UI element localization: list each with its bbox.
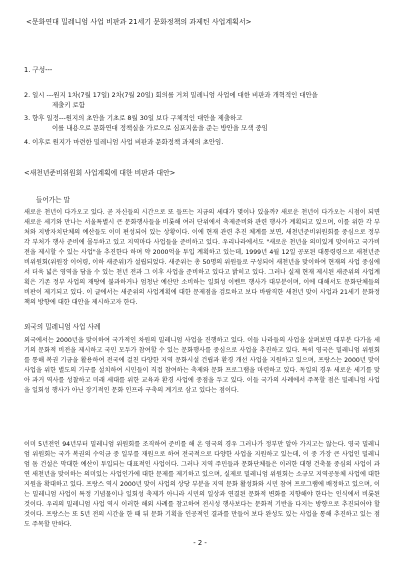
item-draft-note: 4. 이후로 원지가 마련한 밀레니엄 사업 비판과 문화정책 과제의 초안임. bbox=[24, 138, 224, 146]
paragraph-foreign-cases: 외국에서는 2000년을 맞이하여 국가적인 차원의 밀레니엄 사업을 진행하고 있다. 이들 나라들의 사업을 살펴보면 대부분 다가올 세기의 문화적 비전을 제시하고 국민 모두가 참여할 수 있는 문화행사를 중심으로 사업을 추진하고 있다. 특히 영국은 밀레니엄 위원회를 통해 복권 기금을 활용하여 전국에 걸친 다양한 지역 문화시설 건립과 환경 개선 사업을 지원하고 있으며, 프랑스는 2000년 맞이 사업을 위한 별도의 기구를 설치하여 시민들이 직접 참여하는 축제와 문화 프로그램을 마련하고 있다. 독일의 경우 새로운 세기를 맞아 과거 역사를 성찰하고 미래 세대를 위한 교육과 환경 사업에 중점을 두고 있다. 이들 국가의 사례에서 주목할 점은 밀레니엄 사업을 일회성 행사가 아닌 장기적인 문화 인프라 구축의 계기로 삼고 있다는 점이다. bbox=[24, 337, 380, 394]
paragraph-introduction: 새로운 천년이 다가오고 있다. 곧 자신들의 시간으로 또 들뜨는 지금의 세대가 몇이나 있을까? 새로운 천년이 다가오는 시점이 되면 새로운 세기와 만나는 서울특별시 큰 문화행사들을 비롯해 여러 단위에서 축제준비와 관련 행사가 계획되고 있으며, 이를 위한 각 부처와 지방자치단체의 예산들도 이미 편성되어 있는 상황이다. 이에 현재 관련 추진 체계를 보면, 새천년준비위원회를 중심으로 정부 각 부처가 행사 준비에 몰두하고 있고 지역마다 사업들을 준비하고 있다. 우리나라에서도 "새로운 천년을 의미있게 맞이하고 국가비전을 제시할 수 있는 사업"을 추진한다 하며 약 2000억을 투입 계획하고 있는데, 1999년 4월 12일 공포된 대통령령으로 새천년준비위원회(위원장 이어령, 이하 새준위)가 설립되었다. 새준위는 총 50명의 위원들로 구성되어 새천년을 맞이하여 현재의 사업 중심에서 더욱 넓은 영역을 담을 수 있는 천년 전과 그 이후 사업을 준비하고 있다고 밝히고 있다. 그러나 실제 현재 제시된 새준위의 사업계획은 기존 정부 사업의 재탕에 불과하거나 엄청난 예산만 소비하는 일회성 이벤트 행사가 대부분이며, 이에 대해서도 문화단체들의 비판이 제기되고 있다. 이 글에서는 새준위의 사업계획에 대한 문제점을 검토하고 보다 바람직한 새천년 맞이 사업과 21세기 문화정책의 방향에 대한 대안을 제시하고자 한다. bbox=[24, 209, 380, 306]
item-future-plan-continued: 이를 내용으로 문화연대 정책실을 가로으로 심포지움을 준는 방안을 모색 중임 bbox=[52, 124, 268, 132]
item-schedule-continued: 제출키 로함 bbox=[52, 101, 85, 109]
section-composition: 1. 구성--- bbox=[24, 66, 53, 74]
heading-introduction: 들어가는 말 bbox=[36, 196, 70, 204]
document-title: <문화연대 밀레니엄 사업 비판과 21세기 문화정책의 과제틴 사업계획서> bbox=[26, 18, 252, 26]
page-number: - 2 - bbox=[193, 539, 207, 547]
item-schedule: 2. 일시 ---원지 1차(7월 17일) 2차(7월 20일) 회의를 거쳐 밀레니엄 사업에 대한 비판과 개혁적인 대안을 bbox=[24, 91, 318, 99]
heading-foreign-cases: 외국의 밀레니엄 사업 사례 bbox=[24, 323, 101, 331]
item-future-plan: 3. 향후 일정---원지의 초안을 기초로 8월 30일 보다 구체적인 대안을 제출하고 bbox=[24, 114, 243, 122]
subsection-title: <새천년준비위원회 사업계획에 대한 비판과 대안> bbox=[24, 169, 176, 177]
paragraph-uk-case: 이미 5년전인 94년부터 밀레니엄 위원회를 조직하여 준비를 해 온 영국의 경우 그러나가 정부만 알아 가지고는 않는다. 영국 밀레니엄 위원회는 국가 복권의 수익금 중 일부를 재원으로 하여 전국적으로 다양한 사업을 지원하고 있는데, 이 중 가장 큰 사업인 밀레니엄 돔 건설은 막대한 예산이 투입되는 대표적인 사업이다. 그러나 지역 주민들과 문화단체들은 이러한 대형 건축물 중심의 사업이 과연 새천년을 맞이하는 의미있는 사업인가에 대한 문제를 제기하고 있으며, 실제로 밀레니엄 위원회는 소규모 지역공동체 사업에 대한 지원을 확대하고 있다. 프랑스 역시 2000년 맞이 사업의 상당 부분을 지역 문화 활성화와 시민 참여 프로그램에 배정하고 있으며, 이는 밀레니엄 사업이 특정 기념물이나 일회성 축제가 아니라 시민의 일상과 연결된 문화적 변화를 지향해야 한다는 인식에서 비롯된 것이다. 우리의 밀레니엄 사업 역시 이러한 해외 사례를 참고하여 전시성 행사보다는 문화적 기반을 다지는 방향으로 추진되어야 할 것이다. 프랑스는 또 5년 전의 시간을 한 때 뒤 문화 기획을 인공적인 결과를 만들어 보다 완성도 있는 사업을 통해 추진하고 있는 점도 주목할 만하다. bbox=[24, 441, 380, 528]
